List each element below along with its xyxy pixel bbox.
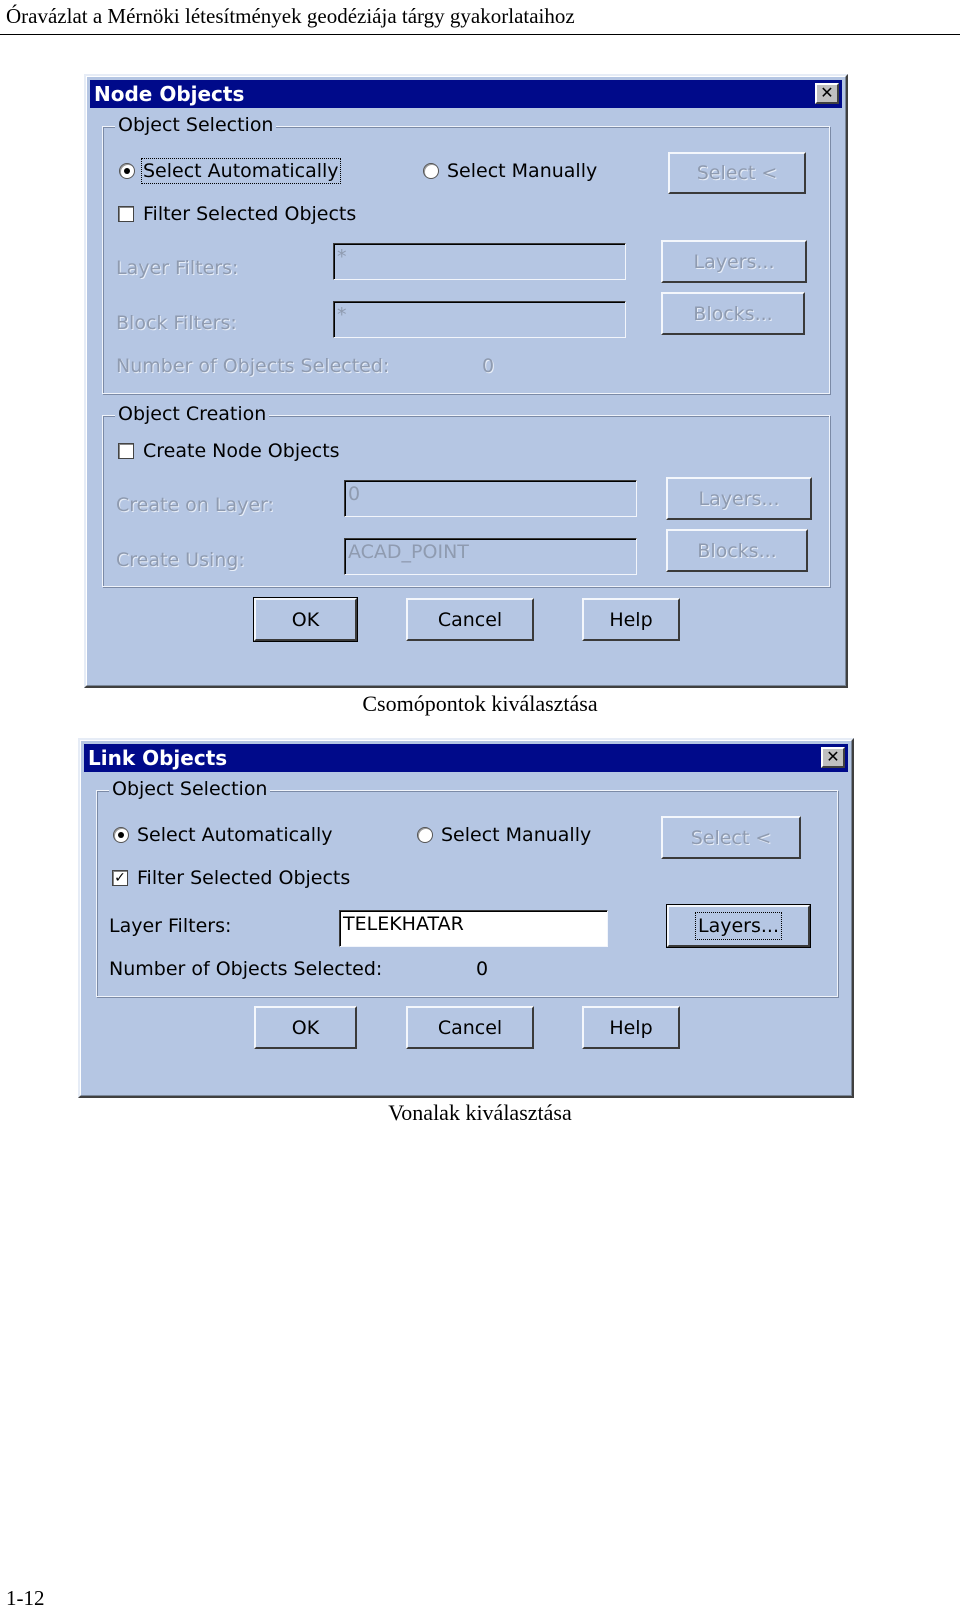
create-using-label: Create Using: [116,549,245,571]
help-button-label: Help [609,1016,653,1039]
layers-button-label: Layers... [693,250,775,273]
link-objects-dialog [78,738,854,1098]
select-automatically-label[interactable]: Select Automatically [143,160,339,182]
create-on-layer-label: Create on Layer: [116,494,274,516]
filter-selected-checkbox[interactable]: ✓ [112,870,128,886]
create-using-input[interactable]: ACAD_POINT [344,538,637,575]
page-header: Óravázlat a Mérnöki létesítmények geodéziája tárgy gyakorlataihoz [6,4,575,28]
ok-button-label: OK [291,1016,320,1039]
select-button[interactable] [668,152,806,194]
filter-selected-label[interactable]: Filter Selected Objects [137,867,351,889]
block-filters-label: Block Filters: [116,312,237,334]
radio-dot [118,832,124,838]
help-button[interactable] [582,1006,680,1049]
layer-filters-input[interactable]: * [333,243,626,280]
block-filters-input[interactable]: * [333,301,626,338]
creation-layers-button[interactable] [666,477,812,520]
select-button-label: Select < [696,162,778,184]
ok-button[interactable] [254,598,357,641]
select-manually-label[interactable]: Select Manually [447,160,598,182]
link-dialog-title: Link Objects [88,746,228,770]
ok-button-label: OK [291,608,320,631]
select-automatically-radio[interactable] [119,163,135,179]
creation-blocks-button[interactable] [666,529,808,572]
layers-button-label: Layers... [698,915,779,937]
page-number: 1-12 [6,1586,45,1610]
blocks-button-label: Blocks... [693,302,773,325]
radio-dot [124,168,130,174]
create-node-label[interactable]: Create Node Objects [143,440,340,462]
creation-blocks-button-label: Blocks... [697,539,777,562]
cancel-button-label: Cancel [437,608,503,631]
create-node-checkbox[interactable] [118,443,134,459]
layer-filters-label: Layer Filters: [116,257,239,279]
node-dialog-titlebar[interactable] [90,80,842,108]
select-manually-label[interactable]: Select Manually [441,824,592,846]
caption-link-objects: Vonalak kiválasztása [388,1100,572,1125]
header-rule [0,34,960,35]
ok-button[interactable] [254,1006,357,1049]
help-button-label: Help [609,608,653,631]
cancel-button[interactable] [406,1006,534,1049]
blocks-button[interactable] [661,292,805,335]
select-button-label: Select < [690,826,772,849]
create-on-layer-input[interactable]: 0 [344,480,637,517]
layers-button[interactable] [661,240,807,283]
link-dialog-titlebar[interactable] [84,744,848,772]
filter-selected-checkbox[interactable] [118,206,134,222]
group-title: Object Selection [109,778,270,800]
close-icon[interactable]: ✕ [815,83,839,104]
select-automatically-label[interactable]: Select Automatically [137,824,333,846]
cancel-button[interactable] [406,598,534,641]
filter-selected-label[interactable]: Filter Selected Objects [143,203,357,225]
layer-filters-label: Layer Filters: [109,915,232,937]
close-icon[interactable]: ✕ [821,747,845,768]
help-button[interactable] [582,598,680,641]
select-manually-radio[interactable] [417,827,433,843]
select-button[interactable] [661,816,801,859]
objects-selected-label: Number of Objects Selected: [109,958,383,980]
creation-layers-button-label: Layers... [698,487,780,510]
select-manually-radio[interactable] [423,163,439,179]
objects-selected-count: 0 [482,355,495,377]
layer-filters-input[interactable]: TELEKHATAR [339,910,608,947]
group-title: Object Creation [115,403,269,425]
node-dialog-title: Node Objects [94,82,245,106]
layers-button[interactable] [667,905,810,947]
cancel-button-label: Cancel [437,1016,503,1039]
objects-selected-count: 0 [476,958,489,980]
objects-selected-label: Number of Objects Selected: [116,355,390,377]
select-automatically-radio[interactable] [113,827,129,843]
node-objects-dialog [84,74,848,688]
group-title: Object Selection [115,114,276,136]
caption-node-objects: Csomópontok kiválasztása [362,691,598,716]
